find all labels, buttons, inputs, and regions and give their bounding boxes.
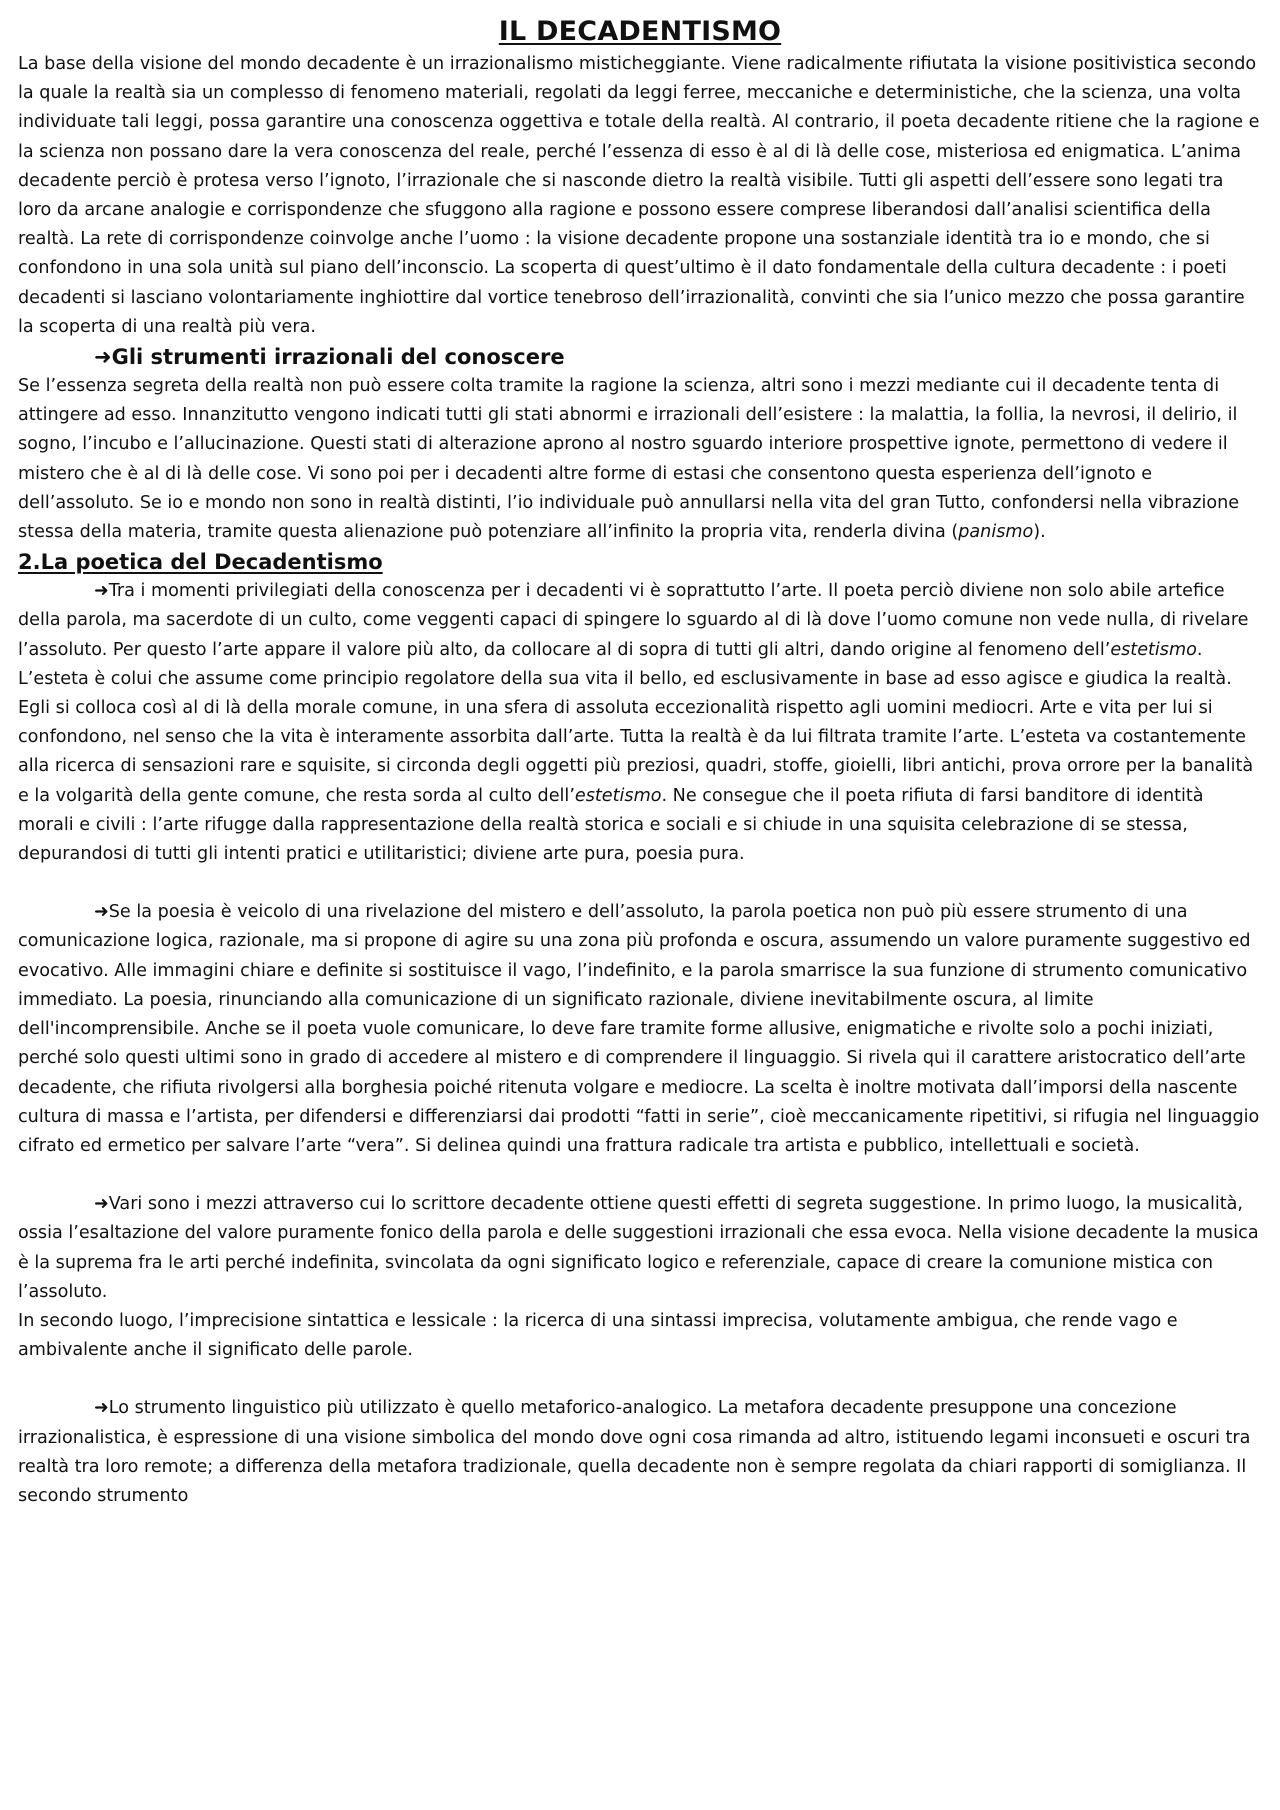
poetica-p3-text: Vari sono i mezzi attraverso cui lo scrittore decadente ottiene questi effetti di segreta suggestione. In primo luogo, la musicalità, ossia l’esaltazione del valore puramente fonico della parola e delle suggestioni irrazionali che essa evoca. Nella visione decadente la musica è la suprema fra le arti perché indefinita, svincolata da ogni significato logico e referenziale, capace di creare la comunione mistica con l’assoluto. [18, 1194, 1259, 1302]
poetica-p4-text: Lo strumento linguistico più utilizzato è quello metaforico-analogico. La metafora decadente presuppone una concezione irrazionalistica, è espressione di una visione simbolica del mondo dove ogni cosa rimanda ad altro, istituendo legami inconsueti e oscuri tra realtà tra loro remote; a differenza della metafora tradizionale, quella decadente non è sempre regolata da chiari rapporti di somiglianza. Il secondo strumento [18, 1398, 1251, 1506]
document-page [18, 14, 1262, 1511]
poetica-paragraph-4 [18, 1394, 1262, 1511]
arrow-icon: ➜ [94, 581, 109, 602]
poetica-paragraph-3 [18, 1190, 1262, 1307]
strumenti-text: Se l’essenza segreta della realtà non può essere colta tramite la ragione la scienza, altri sono i mezzi mediante cui il decadente tenta di attingere ad esso. Innanzitutto vengono indicati tutti gli stati abnormi e irrazionali dell’esistere : la malattia, la follia, la nevrosi, il delirio, il sogno, l’incubo e l’allucinazione. Questi stati di alterazione aprono al nostro sguardo interiore prospettive ignote, permettono di vedere il mistero che è al di là delle cose. Vi sono poi per i decadenti altre forme di estasi che consentono questa esperienza dell’ignoto e dell’assoluto. Se io e mondo non sono in realtà distinti, l’io individuale può annullarsi nella vita del gran Tutto, confondersi nella vibrazione stessa della materia, tramite questa alienazione può potenziare all’infinito la propria vita, renderla divina ( [18, 376, 1240, 543]
poetica-p1-text-c: . Ne consegue che il poeta rifiuta di farsi banditore di identità morali e civili : l’arte rifugge dalla rappresentazione della realtà storica e sociali e si chiude in una squisita celebrazione di se stessa, depurandosi di tutti gli intenti pratici e utilitaristici; diviene arte pura, poesia pura. [18, 785, 1204, 865]
strumenti-text-end: ). [1033, 522, 1046, 543]
strumenti-paragraph [18, 372, 1262, 547]
page-title: IL DECADENTISMO [498, 16, 782, 47]
poetica-paragraph-3-second: In secondo luogo, l’imprecisione sintattica e lessicale : la ricerca di una sintassi imprecisa, volutamente ambigua, che rende vago e ambivalente anche il significato delle parole. [18, 1310, 1178, 1361]
arrow-icon: ➜ [94, 902, 109, 923]
strumenti-italic-term: panismo [958, 522, 1034, 543]
subheading-strumenti: ➜Gli strumenti irrazionali del conoscere [94, 345, 565, 370]
poetica-p1-text-b: . L’esteta è colui che assume come principio regolatore della sua vita il bello, ed esclusivamente in base ad esso agisce e giudica la realtà. Egli si colloca così al di là della morale comune, in una sfera di assoluta eccezionalità rispetto agli uomini mediocri. Arte e vita per lui si confondono, nel senso che la vita è interamente assorbita dall’arte. Tutta la realtà è da lui filtrata tramite l’arte. L’esteta va costantemente alla ricerca di sensazioni rare e squisite, si circonda degli oggetti più preziosi, quadri, stoffe, gioielli, libri antichi, prova orrore per la banalità e la volgarità della gente comune, che resta sorda al culto dell’ [18, 639, 1254, 806]
poetica-p1-italic-2: estetismo [574, 785, 662, 806]
poetica-p1-text-a: Tra i momenti privilegiati della conoscenza per i decadenti vi è soprattutto l’arte. Il poeta perciò diviene non solo abile artefice della parola, ma sacerdote di un culto, come veggenti capaci di spingere lo sguardo al di là dove l’uomo comune non vede nulla, di rivelare l’assoluto. Per questo l’arte appare il valore più alto, da collocare al di sopra di tutti gli altri, dando origine al fenomeno dell’ [18, 581, 1249, 660]
paragraph-gap [18, 1161, 1262, 1190]
poetica-p2-text: Se la poesia è veicolo di una rivelazione del mistero e dell’assoluto, la parola poetica non può più essere strumento di una comunicazione logica, razionale, ma si propone di agire su una zona più profonda e oscura, assumendo un valore puramente suggestivo ed evocativo. Alle immagini chiare e definite si sostituisce il vago, l’indefinito, e la parola smarrisce la sua funzione di strumento comunicativo immediato. La poesia, rinunciando alla comunicazione di un significato razionale, diviene inevitabilmente oscura, al limite dell'incomprensibile. Anche se il poeta vuole comunicare, lo deve fare tramite forme allusive, enigmatiche e rivolte solo a pochi iniziati, perché solo questi ultimi sono in grado di accedere al mistero e di comprendere il linguaggio. Si rivela qui il carattere aristocratico dell’arte decadente, che rifiuta rivolgersi alla borghesia poiché ritenuta volgare e mediocre. La scelta è inoltre motivata dall’imporsi della nascente cultura di massa e l’artista, per difendersi e differenziarsi dai prodotti “fatti in serie”, cioè meccanicamente ripetitivi, si rifugia nel linguaggio cifrato ed ermetico per salvare l’arte “vera”. Si delinea quindi una frattura radicale tra artista e pubblico, intellettuali e società. [18, 902, 1260, 1156]
poetica-p1-italic-1: estetismo [1110, 639, 1197, 660]
poetica-paragraph-1 [18, 577, 1262, 869]
arrow-icon: ➜ [94, 1194, 109, 1215]
poetica-paragraph-2 [18, 898, 1262, 1161]
section-title-poetica: 2.La poetica del Decadentismo [18, 550, 383, 575]
paragraph-gap [18, 1365, 1262, 1394]
paragraph-gap [18, 869, 1262, 898]
arrow-icon: ➜ [94, 1398, 109, 1419]
intro-paragraph: La base della visione del mondo decadente è un irrazionalismo misticheggiante. Viene radicalmente rifiutata la visione positivistica secondo la quale la realtà sia un complesso di fenomeno materiali, regolati da leggi ferree, meccaniche e deterministiche, che la scienza, una volta individuate tali leggi, possa garantire una conoscenza oggettiva e totale della realtà. Al contrario, il poeta decadente ritiene che la ragione e la scienza non possano dare la vera conoscenza del reale, perché l’essenza di esso è al di là delle cose, misteriosa ed enigmatica. L’anima decadente perciò è protesa verso l’ignoto, l’irrazionale che si nasconde dietro la realtà visibile. Tutti gli aspetti dell’essere sono legati tra loro da arcane analogie e corrispondenze che sfuggono alla ragione e possono essere comprese liberandosi dall’analisi scientifica della realtà. La rete di corrispondenze coinvolge anche l’uomo : la visione decadente propone una sostanziale identità tra io e mondo, che si confondono in una sola unità sul piano dell’inconscio. La scoperta di quest’ultimo è il dato fondamentale della cultura decadente : i poeti decadenti si lasciano volontariamente inghiottire dal vortice tenebroso dell’irrazionalità, convinti che sia l’unico mezzo che possa garantire la scoperta di una realtà più vera. [18, 54, 1260, 337]
